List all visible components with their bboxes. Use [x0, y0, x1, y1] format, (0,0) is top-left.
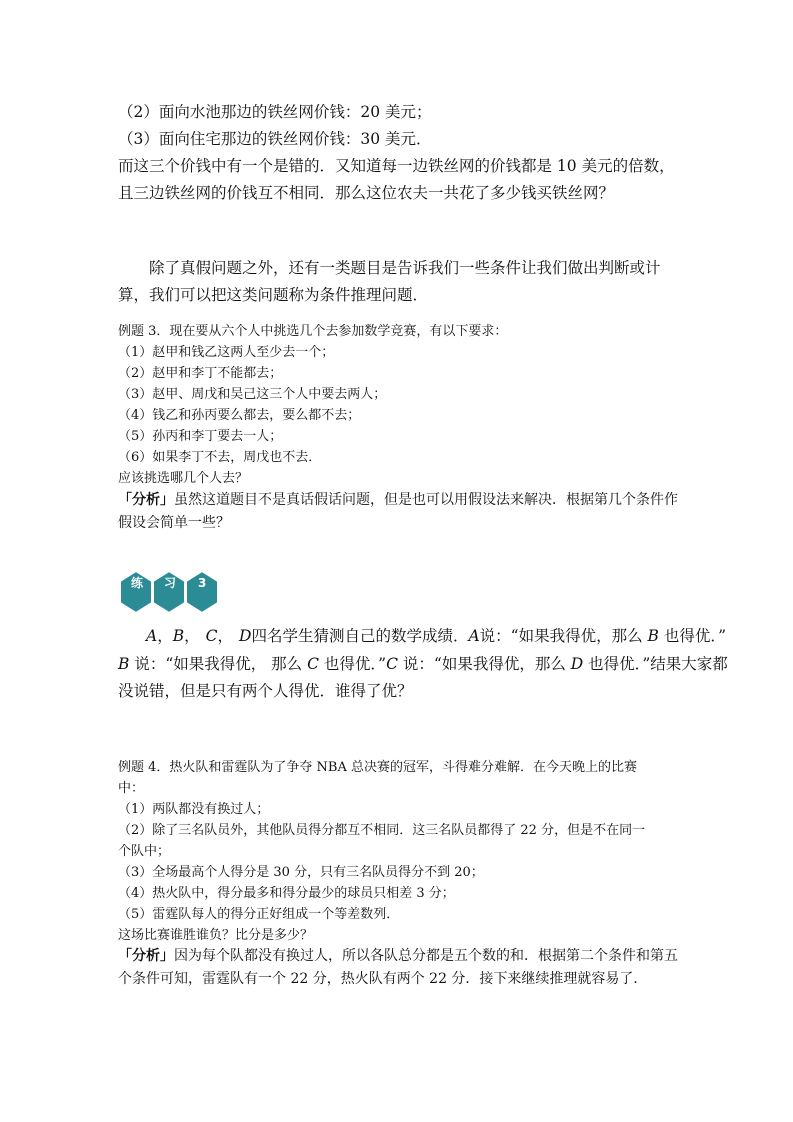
intro-line-1: （2）面向水池那边的铁丝网价钱：20 美元；	[118, 103, 432, 121]
analysis-text: 因为每个队都没有换过人，所以各队总分都是五个数的和．根据第二个条件和第五	[174, 948, 678, 964]
example4-condition-2-line-2: 个队中；	[118, 844, 171, 859]
example4-condition-2-line-1: （2）除了三名队员外，其他队员得分都互不相同．这三名队员都得了 22 分，但是不在同一	[118, 823, 646, 838]
var-a: A	[146, 627, 158, 645]
example3-question: 应该挑选哪几个人去？	[118, 471, 249, 486]
example3-analysis-line-1	[118, 489, 678, 509]
example4-analysis-line-1	[118, 945, 678, 965]
analysis-text: 虽然这道题目不是真话假话问题，但是也可以用假设法来解决．根据第几个条件作	[174, 492, 678, 508]
var-b: B	[172, 627, 185, 645]
badge-char-2: 习	[164, 576, 177, 590]
para-line-1: 除了真假问题之外，还有一类题目是告诉我们一些条件让我们做出判断或计	[149, 259, 661, 277]
var-d: D	[239, 627, 252, 645]
example4-condition-5: （5）雷霆队每人的得分正好组成一个等差数列．	[118, 907, 400, 922]
text: 也得优．”	[658, 627, 727, 645]
sep: ，	[217, 627, 234, 645]
example3-condition-1: （1）赵甲和钱乙这两人至少去一个；	[118, 345, 335, 360]
example4-condition-4: （4）热火队中，得分最多和得分最少的球员只相差 3 分；	[118, 886, 455, 901]
sep: ，	[184, 627, 200, 645]
var-a: A	[468, 627, 480, 645]
text: 说：“如果我得优， 那么	[129, 655, 308, 673]
example4-title-line-2: 中：	[118, 781, 145, 796]
intro-line-2: （3）面向住宅那边的铁丝网价钱：30 美元．	[118, 130, 432, 148]
practice-line-2	[118, 652, 728, 674]
example3-title: 例题 3．现在要从六个人中挑选几个去参加数学竞赛，有以下要求：	[118, 324, 508, 339]
practice-badge	[119, 570, 219, 614]
var-b: B	[647, 627, 659, 645]
sep: ，	[157, 627, 173, 645]
para-line-2: 算，我们可以把这类问题称为条件推理问题．	[118, 286, 429, 304]
text: 也得优．”结果大家都	[583, 655, 728, 673]
intro-line-4: 且三边铁丝网的价钱互不相同．那么这位农夫一共花了多少钱买铁丝网？	[118, 184, 615, 202]
example4-title-line-1: 例题 4．热火队和雷霆队为了争夺 NBA 总决赛的冠军，斗得难分难解．在今天晚上的比赛	[118, 760, 637, 775]
var-b: B	[118, 655, 130, 673]
practice-line-1	[146, 624, 726, 646]
example4-analysis-line-2: 个条件可知，雷霆队有一个 22 分，热火队有两个 22 分．接下来继续推理就容易了．	[118, 971, 648, 987]
var-c: C	[205, 627, 218, 645]
example3-condition-3: （3）赵甲、周戊和吴己这三个人中要去两人；	[118, 387, 387, 402]
example3-condition-6: （6）如果李丁不去，周戊也不去．	[118, 450, 322, 465]
example3-analysis-line-2: 假设会简单一些？	[118, 515, 230, 531]
example4-condition-3: （3）全场最高个人得分是 30 分，只有三名队员得分不到 20；	[118, 865, 484, 880]
example4-condition-1: （1）两队都没有换过人；	[118, 802, 270, 817]
practice-line-3: 没说错，但是只有两个人得优．谁得了优？	[118, 682, 413, 700]
var-c: C	[307, 655, 319, 673]
example3-condition-2: （2）赵甲和李丁不能都去；	[118, 366, 283, 381]
example3-condition-5: （5）孙丙和李丁要去一人；	[118, 429, 283, 444]
var-c: C	[386, 655, 398, 673]
analysis-label: 「分析」	[118, 492, 174, 508]
example3-condition-4: （4）钱乙和孙丙要么都去，要么都不去；	[118, 408, 361, 423]
badge-char-3: 3	[198, 576, 207, 590]
badge-char-1: 练	[131, 576, 144, 590]
example4-question: 这场比赛谁胜谁负？比分是多少？	[118, 928, 314, 943]
analysis-label: 「分析」	[118, 948, 174, 964]
text: 说：“如果我得优，那么	[397, 655, 571, 673]
text: 四名学生猜测自己的数学成绩．	[251, 627, 469, 645]
text: 说：“如果我得优，那么	[479, 627, 648, 645]
intro-line-3: 而这三个价钱中有一个是错的．又知道每一边铁丝网的价钱都是 10 美元的倍数，	[118, 157, 675, 175]
var-d: D	[570, 655, 584, 673]
text: 也得优．”	[318, 655, 387, 673]
